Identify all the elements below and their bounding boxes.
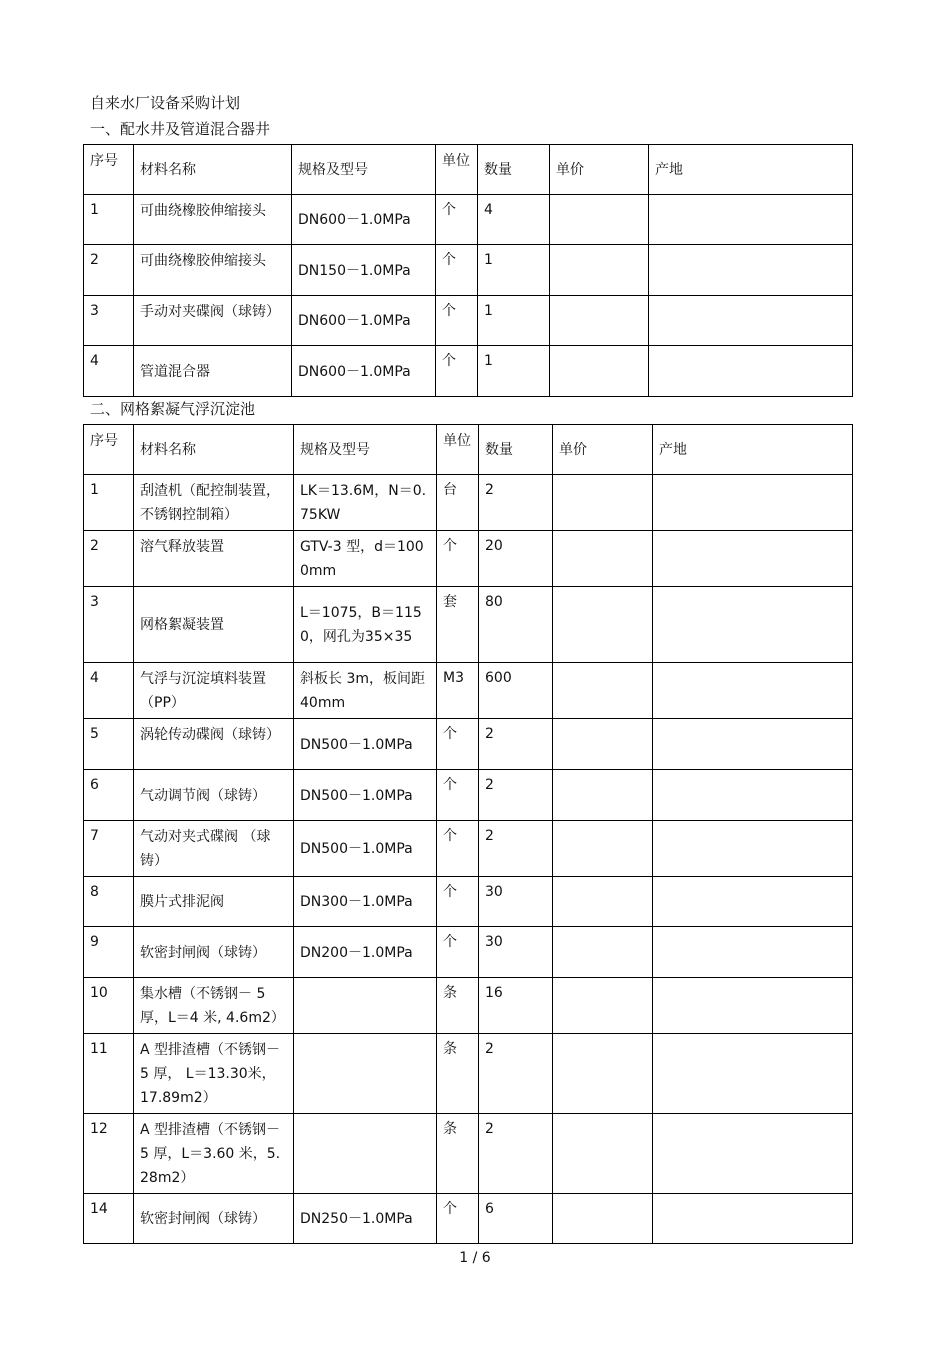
table-row — [84, 978, 853, 1034]
quantity-cell: 30 — [479, 927, 553, 978]
unit-cell: 套 — [437, 587, 479, 663]
unit-cell: M3 — [437, 663, 479, 719]
origin-cell — [653, 1034, 853, 1114]
unit-cell: 个 — [436, 346, 478, 397]
origin-cell — [653, 1194, 853, 1244]
row-number-cell: 11 — [84, 1034, 134, 1114]
unit-price-cell — [553, 719, 653, 770]
table-row — [84, 346, 853, 397]
row-number-cell: 1 — [84, 475, 134, 531]
header-name: 材料名称 — [134, 425, 294, 475]
row-number-cell: 14 — [84, 1194, 134, 1244]
unit-price-cell — [550, 245, 649, 296]
table-row — [84, 821, 853, 877]
row-number-cell: 7 — [84, 821, 134, 877]
quantity-cell: 20 — [479, 531, 553, 587]
header-qty: 数量 — [479, 425, 553, 475]
material-name-cell: 刮渣机（配控制装置，不锈钢控制箱） — [134, 475, 294, 531]
origin-cell — [653, 475, 853, 531]
header-price: 单价 — [550, 145, 649, 195]
row-number-cell: 5 — [84, 719, 134, 770]
quantity-cell: 2 — [479, 821, 553, 877]
header-spec: 规格及型号 — [292, 145, 436, 195]
material-name-cell: 膜片式排泥阀 — [134, 877, 294, 927]
unit-cell: 个 — [436, 296, 478, 346]
quantity-cell: 1 — [478, 346, 550, 397]
origin-cell — [653, 877, 853, 927]
spec-model-cell: DN150－1.0MPa — [292, 245, 436, 296]
row-number-cell: 2 — [84, 245, 134, 296]
page-number: 1 / 6 — [459, 1250, 491, 1266]
table-row — [84, 877, 853, 927]
origin-cell — [649, 346, 853, 397]
unit-cell: 条 — [437, 978, 479, 1034]
spec-model-cell: DN600－1.0MPa — [292, 296, 436, 346]
material-name-cell: 软密封闸阀（球铸） — [134, 927, 294, 978]
table-row — [84, 245, 853, 296]
table-header-row — [84, 425, 853, 475]
origin-cell — [653, 927, 853, 978]
header-origin: 产地 — [649, 145, 853, 195]
spec-model-cell: GTV-3 型，d＝1000mm — [294, 531, 437, 587]
material-name-cell: 手动对夹碟阀（球铸） — [134, 296, 292, 346]
unit-price-cell — [553, 587, 653, 663]
spec-model-cell — [294, 1114, 437, 1194]
material-name-cell: 溶气释放装置 — [134, 531, 294, 587]
origin-cell — [649, 296, 853, 346]
quantity-cell: 2 — [479, 1114, 553, 1194]
unit-cell: 个 — [437, 821, 479, 877]
quantity-cell: 80 — [479, 587, 553, 663]
row-number-cell: 10 — [84, 978, 134, 1034]
header-price: 单价 — [553, 425, 653, 475]
unit-cell: 个 — [437, 877, 479, 927]
unit-price-cell — [553, 877, 653, 927]
quantity-cell: 1 — [478, 296, 550, 346]
spec-model-cell: DN500－1.0MPa — [294, 719, 437, 770]
quantity-cell: 6 — [479, 1194, 553, 1244]
material-name-cell: A 型排渣槽（不锈钢－5 厚， L＝13.30米， 17.89m2） — [134, 1034, 294, 1114]
origin-cell — [649, 245, 853, 296]
table-row — [84, 195, 853, 245]
spec-model-cell — [294, 1034, 437, 1114]
row-number-cell: 1 — [84, 195, 134, 245]
unit-cell: 个 — [437, 719, 479, 770]
origin-cell — [653, 663, 853, 719]
row-number-cell: 3 — [84, 296, 134, 346]
header-unit: 单位 — [437, 425, 479, 475]
origin-cell — [653, 719, 853, 770]
unit-cell: 条 — [437, 1034, 479, 1114]
table-row — [84, 531, 853, 587]
unit-price-cell — [553, 821, 653, 877]
row-number-cell: 8 — [84, 877, 134, 927]
unit-price-cell — [553, 475, 653, 531]
material-name-cell: A 型排渣槽（不锈钢－5 厚，L＝3.60 米，5.28m2） — [134, 1114, 294, 1194]
section-2-table — [83, 424, 853, 1244]
unit-cell: 个 — [436, 195, 478, 245]
spec-model-cell: LK＝13.6M，N＝0.75KW — [294, 475, 437, 531]
table-row — [84, 475, 853, 531]
row-number-cell: 2 — [84, 531, 134, 587]
header-qty: 数量 — [478, 145, 550, 195]
quantity-cell: 2 — [479, 475, 553, 531]
spec-model-cell: DN200－1.0MPa — [294, 927, 437, 978]
unit-price-cell — [553, 1194, 653, 1244]
table-row — [84, 1034, 853, 1114]
material-name-cell: 气浮与沉淀填料装置（PP） — [134, 663, 294, 719]
header-no: 序号 — [84, 425, 134, 475]
unit-cell: 个 — [436, 245, 478, 296]
spec-model-cell: DN300－1.0MPa — [294, 877, 437, 927]
quantity-cell: 1 — [478, 245, 550, 296]
section-2-rows — [84, 475, 853, 1244]
material-name-cell: 网格絮凝装置 — [134, 587, 294, 663]
unit-price-cell — [553, 770, 653, 821]
spec-model-cell: DN600－1.0MPa — [292, 195, 436, 245]
origin-cell — [653, 821, 853, 877]
quantity-cell: 2 — [479, 719, 553, 770]
material-name-cell: 软密封闸阀（球铸） — [134, 1194, 294, 1244]
material-name-cell: 集水槽（不锈钢－ 5厚，L＝4 米, 4.6m2） — [134, 978, 294, 1034]
table-header-row — [84, 145, 853, 195]
table-row — [84, 927, 853, 978]
unit-price-cell — [553, 1034, 653, 1114]
unit-cell: 个 — [437, 770, 479, 821]
spec-model-cell: DN600－1.0MPa — [292, 346, 436, 397]
row-number-cell: 6 — [84, 770, 134, 821]
table-row — [84, 663, 853, 719]
unit-price-cell — [553, 663, 653, 719]
unit-price-cell — [550, 195, 649, 245]
row-number-cell: 12 — [84, 1114, 134, 1194]
unit-price-cell — [553, 1114, 653, 1194]
unit-cell: 个 — [437, 531, 479, 587]
material-name-cell: 可曲绕橡胶伸缩接头 — [134, 195, 292, 245]
quantity-cell: 16 — [479, 978, 553, 1034]
row-number-cell: 3 — [84, 587, 134, 663]
table-row — [84, 1114, 853, 1194]
unit-price-cell — [550, 346, 649, 397]
material-name-cell: 涡轮传动碟阀（球铸） — [134, 719, 294, 770]
table-row — [84, 719, 853, 770]
document-title: 自来水厂设备采购计划 — [90, 94, 241, 112]
table-row — [84, 296, 853, 346]
section-1-rows — [84, 195, 853, 397]
header-name: 材料名称 — [134, 145, 292, 195]
material-name-cell: 可曲绕橡胶伸缩接头 — [134, 245, 292, 296]
origin-cell — [653, 587, 853, 663]
material-name-cell: 管道混合器 — [134, 346, 292, 397]
row-number-cell: 4 — [84, 663, 134, 719]
spec-model-cell: 斜板长 3m，板间距 40mm — [294, 663, 437, 719]
unit-cell: 个 — [437, 927, 479, 978]
material-name-cell: 气动调节阀（球铸） — [134, 770, 294, 821]
spec-model-cell — [294, 978, 437, 1034]
quantity-cell: 2 — [479, 770, 553, 821]
quantity-cell: 2 — [479, 1034, 553, 1114]
header-origin: 产地 — [653, 425, 853, 475]
quantity-cell: 600 — [479, 663, 553, 719]
section-1-heading: 一、配水井及管道混合器井 — [90, 120, 271, 138]
origin-cell — [653, 531, 853, 587]
spec-model-cell: DN250－1.0MPa — [294, 1194, 437, 1244]
origin-cell — [653, 770, 853, 821]
unit-price-cell — [553, 927, 653, 978]
spec-model-cell: L＝1075，B＝1150，网孔为35×35 — [294, 587, 437, 663]
section-2-heading: 二、网格絮凝气浮沉淀池 — [90, 400, 256, 418]
table-row — [84, 587, 853, 663]
material-name-cell: 气动对夹式碟阀 （球铸） — [134, 821, 294, 877]
origin-cell — [649, 195, 853, 245]
unit-cell: 台 — [437, 475, 479, 531]
unit-cell: 条 — [437, 1114, 479, 1194]
table-row — [84, 1194, 853, 1244]
origin-cell — [653, 1114, 853, 1194]
quantity-cell: 30 — [479, 877, 553, 927]
unit-price-cell — [550, 296, 649, 346]
quantity-cell: 4 — [478, 195, 550, 245]
unit-price-cell — [553, 531, 653, 587]
header-no: 序号 — [84, 145, 134, 195]
unit-price-cell — [553, 978, 653, 1034]
table-row — [84, 770, 853, 821]
header-spec: 规格及型号 — [294, 425, 437, 475]
spec-model-cell: DN500－1.0MPa — [294, 821, 437, 877]
section-1-table — [83, 144, 853, 397]
spec-model-cell: DN500－1.0MPa — [294, 770, 437, 821]
header-unit: 单位 — [436, 145, 478, 195]
row-number-cell: 9 — [84, 927, 134, 978]
unit-cell: 个 — [437, 1194, 479, 1244]
origin-cell — [653, 978, 853, 1034]
row-number-cell: 4 — [84, 346, 134, 397]
